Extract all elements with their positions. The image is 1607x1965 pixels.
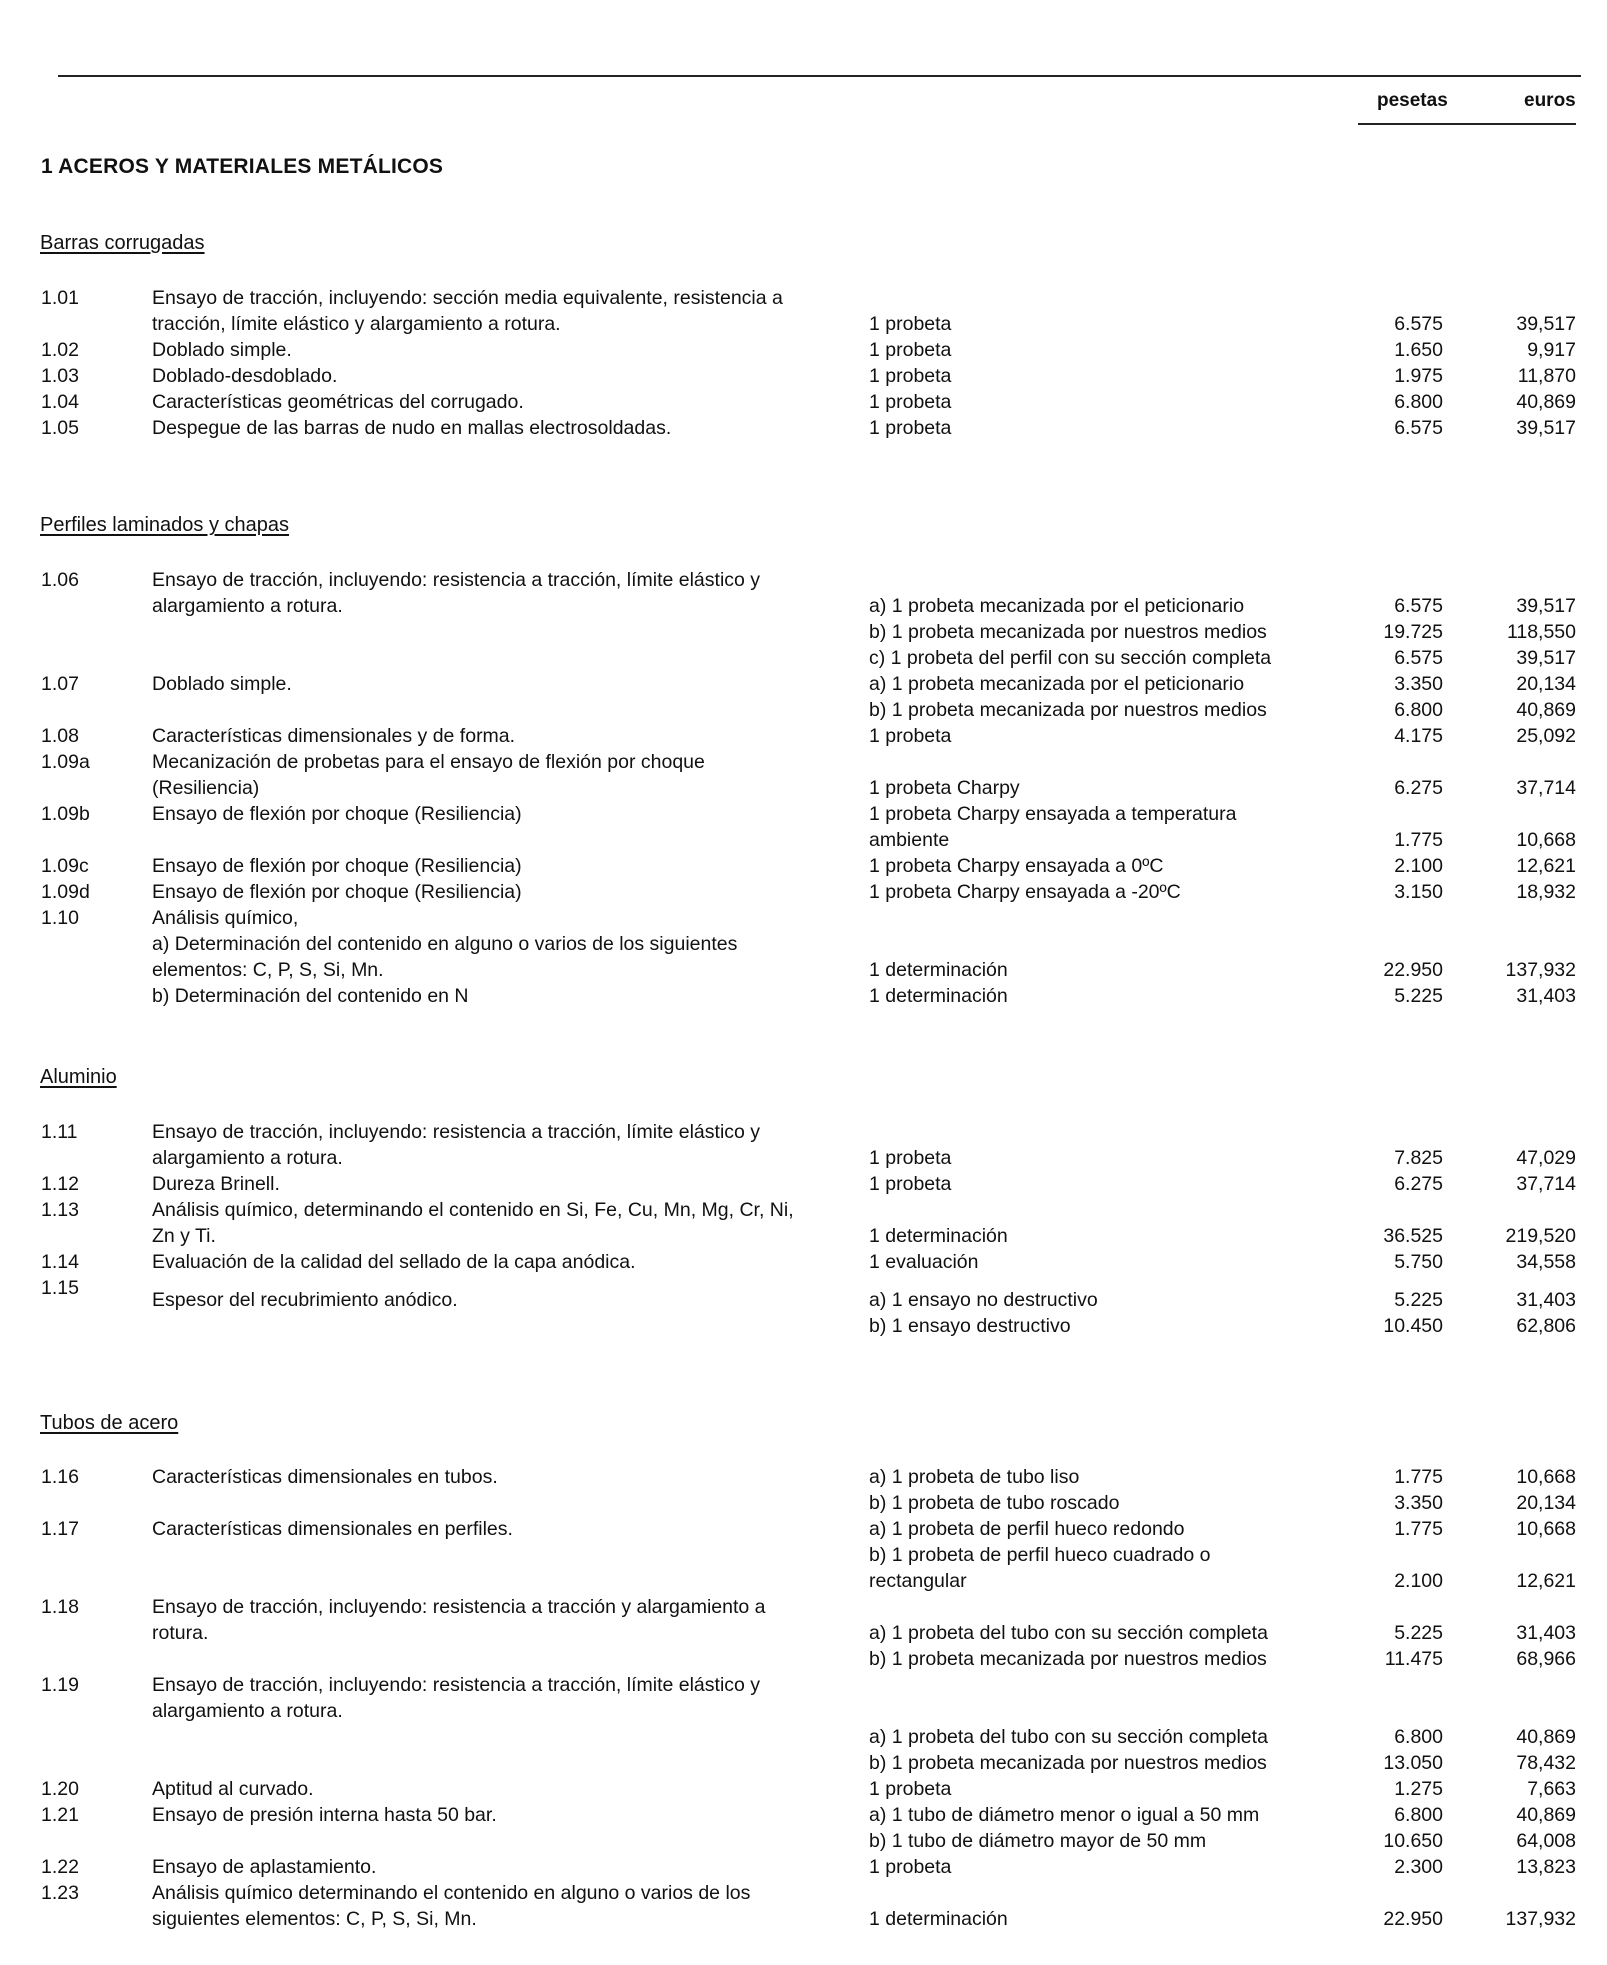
price-euros: 78,432 (1516, 1752, 1576, 1774)
item-unit: 1 probeta (869, 417, 952, 439)
item-description: elementos: C, P, S, Si, Mn. (152, 959, 384, 981)
item-description: Análisis químico, (152, 907, 299, 929)
item-unit: b) 1 probeta de perfil hueco cuadrado o (869, 1544, 1211, 1566)
item-code: 1.05 (41, 417, 79, 439)
price-pesetas: 5.225 (1394, 985, 1443, 1007)
price-euros: 64,008 (1516, 1830, 1576, 1852)
table-row (0, 1287, 1607, 1313)
item-unit: 1 probeta (869, 365, 952, 387)
table-row (0, 1197, 1607, 1223)
item-description: siguientes elementos: C, P, S, Si, Mn. (152, 1908, 477, 1930)
price-euros: 10,668 (1516, 829, 1576, 851)
price-euros: 10,668 (1516, 1466, 1576, 1488)
table-row (0, 1313, 1607, 1339)
price-euros: 219,520 (1505, 1225, 1576, 1247)
price-euros: 39,517 (1516, 647, 1576, 669)
item-unit: 1 probeta (869, 1778, 952, 1800)
price-pesetas: 10.650 (1383, 1830, 1443, 1852)
price-euros: 18,932 (1516, 881, 1576, 903)
item-description: Ensayo de flexión por choque (Resiliencia) (152, 803, 522, 825)
table-row (0, 337, 1607, 363)
item-unit: 1 probeta (869, 339, 952, 361)
table-row (0, 827, 1607, 853)
item-description: Ensayo de tracción, incluyendo: resistencia a tracción, límite elástico y (152, 1121, 761, 1143)
price-euros: 20,134 (1516, 1492, 1576, 1514)
table-row (0, 1516, 1607, 1542)
price-euros: 39,517 (1516, 417, 1576, 439)
table-row (0, 801, 1607, 827)
price-euros: 137,932 (1505, 959, 1576, 981)
item-code: 1.12 (41, 1173, 79, 1195)
item-code: 1.21 (41, 1804, 79, 1826)
item-description: Ensayo de presión interna hasta 50 bar. (152, 1804, 497, 1826)
item-description: Características geométricas del corrugado. (152, 391, 524, 413)
price-pesetas: 2.300 (1394, 1856, 1443, 1878)
item-unit: b) 1 ensayo destructivo (869, 1315, 1071, 1337)
item-code: 1.15 (41, 1277, 79, 1299)
item-code: 1.09d (41, 881, 90, 903)
item-unit: b) 1 probeta mecanizada por nuestros medios (869, 1648, 1267, 1670)
table-row (0, 931, 1607, 957)
table-row (0, 1906, 1607, 1932)
table-row (0, 1776, 1607, 1802)
table-row (0, 1724, 1607, 1750)
item-unit: 1 probeta Charpy ensayada a temperatura (869, 803, 1237, 825)
price-euros: 37,714 (1516, 777, 1576, 799)
item-code: 1.18 (41, 1596, 79, 1618)
header-euros: euros (1524, 90, 1576, 111)
table-row (0, 415, 1607, 441)
price-euros: 13,823 (1516, 1856, 1576, 1878)
table-row (0, 905, 1607, 931)
item-description: Ensayo de tracción, incluyendo: resistencia a tracción y alargamiento a (152, 1596, 766, 1618)
price-pesetas: 6.575 (1394, 647, 1443, 669)
table-row (0, 1880, 1607, 1906)
table-row (0, 619, 1607, 645)
item-unit: a) 1 probeta del tubo con su sección completa (869, 1622, 1268, 1644)
price-pesetas: 6.800 (1394, 699, 1443, 721)
price-pesetas: 2.100 (1394, 1570, 1443, 1592)
price-pesetas: 7.825 (1394, 1147, 1443, 1169)
item-unit: 1 determinación (869, 985, 1008, 1007)
table-row (0, 671, 1607, 697)
item-description: Mecanización de probetas para el ensayo de flexión por choque (152, 751, 705, 773)
item-code: 1.07 (41, 673, 79, 695)
price-euros: 25,092 (1516, 725, 1576, 747)
price-pesetas: 1.775 (1394, 1518, 1443, 1540)
table-row (0, 775, 1607, 801)
item-description: alargamiento a rotura. (152, 1147, 343, 1169)
item-description: alargamiento a rotura. (152, 1700, 343, 1722)
item-unit: a) 1 probeta del tubo con su sección completa (869, 1726, 1268, 1748)
table-row (0, 1119, 1607, 1145)
item-code: 1.02 (41, 339, 79, 361)
item-code: 1.22 (41, 1856, 79, 1878)
price-pesetas: 1.650 (1394, 339, 1443, 361)
item-unit: c) 1 probeta del perfil con su sección completa (869, 647, 1272, 669)
table-row (0, 389, 1607, 415)
price-pesetas: 6.275 (1394, 777, 1443, 799)
table-row (0, 1249, 1607, 1275)
table-row (0, 311, 1607, 337)
item-description: Análisis químico, determinando el contenido en Si, Fe, Cu, Mn, Mg, Cr, Ni, (152, 1199, 794, 1221)
item-unit: 1 determinación (869, 1908, 1008, 1930)
price-euros: 31,403 (1516, 1289, 1576, 1311)
item-unit: 1 probeta (869, 1173, 952, 1195)
item-unit: b) 1 probeta mecanizada por nuestros medios (869, 1752, 1267, 1774)
price-pesetas: 10.450 (1383, 1315, 1443, 1337)
subsection-title: Tubos de acero (40, 1412, 179, 1434)
price-pesetas: 6.800 (1394, 1726, 1443, 1748)
table-row (0, 1620, 1607, 1646)
item-unit: b) 1 probeta mecanizada por nuestros medios (869, 621, 1267, 643)
table-row (0, 1750, 1607, 1776)
subsection-title: Barras corrugadas (40, 232, 205, 254)
item-description: Ensayo de aplastamiento. (152, 1856, 377, 1878)
item-code: 1.01 (41, 287, 79, 309)
item-description: Características dimensionales en tubos. (152, 1466, 498, 1488)
item-unit: a) 1 ensayo no destructivo (869, 1289, 1098, 1311)
table-row (0, 697, 1607, 723)
price-pesetas: 1.975 (1394, 365, 1443, 387)
table-row (0, 749, 1607, 775)
price-pesetas: 6.575 (1394, 313, 1443, 335)
item-unit: 1 probeta (869, 1147, 952, 1169)
table-row (0, 1672, 1607, 1698)
price-euros: 12,621 (1516, 1570, 1576, 1592)
price-pesetas: 1.775 (1394, 829, 1443, 851)
price-pesetas: 2.100 (1394, 855, 1443, 877)
item-unit: 1 probeta Charpy ensayada a 0ºC (869, 855, 1164, 877)
price-euros: 39,517 (1516, 595, 1576, 617)
price-euros: 31,403 (1516, 985, 1576, 1007)
price-pesetas: 13.050 (1383, 1752, 1443, 1774)
item-unit: 1 probeta (869, 313, 952, 335)
price-euros: 39,517 (1516, 313, 1576, 335)
table-row (0, 1646, 1607, 1672)
table-row (0, 957, 1607, 983)
price-pesetas: 6.800 (1394, 391, 1443, 413)
item-description: Dureza Brinell. (152, 1173, 280, 1195)
price-euros: 9,917 (1527, 339, 1576, 361)
table-row (0, 1490, 1607, 1516)
price-pesetas: 19.725 (1383, 621, 1443, 643)
item-description: Zn y Ti. (152, 1225, 216, 1247)
item-description: Análisis químico determinando el contenido en alguno o varios de los (152, 1882, 751, 1904)
item-description: Ensayo de tracción, incluyendo: sección media equivalente, resistencia a (152, 287, 783, 309)
price-euros: 20,134 (1516, 673, 1576, 695)
item-code: 1.09b (41, 803, 90, 825)
item-description: alargamiento a rotura. (152, 595, 343, 617)
item-description: Características dimensionales y de forma. (152, 725, 516, 747)
price-pesetas: 11.475 (1384, 1648, 1443, 1670)
top-rule (58, 75, 1581, 77)
table-row (0, 1542, 1607, 1568)
table-row (0, 1223, 1607, 1249)
price-euros: 11,870 (1517, 365, 1576, 387)
item-code: 1.09c (41, 855, 89, 877)
table-row (0, 879, 1607, 905)
item-code: 1.06 (41, 569, 79, 591)
item-unit: a) 1 probeta mecanizada por el peticionario (869, 595, 1245, 617)
item-code: 1.20 (41, 1778, 79, 1800)
table-row (0, 853, 1607, 879)
price-pesetas: 6.575 (1394, 595, 1443, 617)
item-unit: b) 1 tubo de diámetro mayor de 50 mm (869, 1830, 1207, 1852)
item-description: Ensayo de flexión por choque (Resiliencia) (152, 855, 522, 877)
item-unit: 1 probeta (869, 1856, 952, 1878)
item-description: Espesor del recubrimiento anódico. (152, 1289, 458, 1311)
item-code: 1.17 (41, 1518, 79, 1540)
price-euros: 7,663 (1527, 1778, 1576, 1800)
item-description: Doblado-desdoblado. (152, 365, 338, 387)
price-euros: 40,869 (1516, 1804, 1576, 1826)
price-euros: 137,932 (1505, 1908, 1576, 1930)
price-euros: 40,869 (1516, 1726, 1576, 1748)
item-code: 1.11 (41, 1121, 78, 1143)
price-pesetas: 1.775 (1394, 1466, 1443, 1488)
item-description: a) Determinación del contenido en alguno o varios de los siguientes (152, 933, 738, 955)
price-pesetas: 4.175 (1394, 725, 1443, 747)
price-pesetas: 3.350 (1394, 673, 1443, 695)
item-code: 1.16 (41, 1466, 79, 1488)
item-description: Aptitud al curvado. (152, 1778, 314, 1800)
table-row (0, 983, 1607, 1009)
item-description: b) Determinación del contenido en N (152, 985, 469, 1007)
item-description: Ensayo de flexión por choque (Resiliencia) (152, 881, 522, 903)
item-description: Despegue de las barras de nudo en mallas electrosoldadas. (152, 417, 672, 439)
table-row (0, 1171, 1607, 1197)
item-code: 1.08 (41, 725, 79, 747)
item-code: 1.09a (41, 751, 90, 773)
table-row (0, 1802, 1607, 1828)
header-pesetas: pesetas (1377, 90, 1448, 111)
price-pesetas: 6.800 (1394, 1804, 1443, 1826)
price-euros: 37,714 (1516, 1173, 1576, 1195)
item-code: 1.14 (41, 1251, 79, 1273)
subsection-title: Aluminio (40, 1066, 117, 1088)
table-row (0, 723, 1607, 749)
price-euros: 40,869 (1516, 391, 1576, 413)
table-row (0, 1145, 1607, 1171)
price-pesetas: 36.525 (1383, 1225, 1443, 1247)
price-pesetas: 22.950 (1383, 959, 1443, 981)
item-unit: 1 probeta Charpy (869, 777, 1020, 799)
price-pesetas: 5.750 (1394, 1251, 1443, 1273)
subsection-title: Perfiles laminados y chapas (40, 514, 290, 536)
table-row (0, 1698, 1607, 1724)
table-row (0, 285, 1607, 311)
item-code: 1.19 (41, 1674, 79, 1696)
item-unit: ambiente (869, 829, 950, 851)
price-pesetas: 5.225 (1394, 1289, 1443, 1311)
table-row (0, 567, 1607, 593)
price-euros: 34,558 (1516, 1251, 1576, 1273)
price-euros: 31,403 (1516, 1622, 1576, 1644)
item-unit: a) 1 probeta de tubo liso (869, 1466, 1080, 1488)
table-row (0, 645, 1607, 671)
table-row (0, 1828, 1607, 1854)
price-pesetas: 1.275 (1394, 1778, 1443, 1800)
item-code: 1.03 (41, 365, 79, 387)
item-unit: 1 determinación (869, 959, 1008, 981)
price-pesetas: 5.225 (1394, 1622, 1443, 1644)
item-code: 1.10 (41, 907, 79, 929)
item-unit: 1 probeta Charpy ensayada a -20ºC (869, 881, 1181, 903)
price-pesetas: 3.350 (1394, 1492, 1443, 1514)
item-unit: b) 1 probeta de tubo roscado (869, 1492, 1120, 1514)
table-row (0, 1464, 1607, 1490)
table-row (0, 1568, 1607, 1594)
item-unit: a) 1 probeta mecanizada por el peticionario (869, 673, 1245, 695)
price-pesetas: 6.575 (1394, 417, 1443, 439)
header-rule (1358, 123, 1576, 125)
price-euros: 118,550 (1506, 621, 1576, 643)
item-unit: 1 probeta (869, 391, 952, 413)
table-row (0, 363, 1607, 389)
item-description: Doblado simple. (152, 673, 292, 695)
price-euros: 40,869 (1516, 699, 1576, 721)
item-code: 1.13 (41, 1199, 79, 1221)
item-description: tracción, límite elástico y alargamiento a rotura. (152, 313, 561, 335)
table-row (0, 1594, 1607, 1620)
price-euros: 62,806 (1516, 1315, 1576, 1337)
item-description: Ensayo de tracción, incluyendo: resistencia a tracción, límite elástico y (152, 569, 761, 591)
item-description: rotura. (152, 1622, 209, 1644)
price-pesetas: 6.275 (1394, 1173, 1443, 1195)
section-title: 1 ACEROS Y MATERIALES METÁLICOS (41, 155, 444, 178)
table-row (0, 1854, 1607, 1880)
item-description: Doblado simple. (152, 339, 292, 361)
item-unit: 1 determinación (869, 1225, 1008, 1247)
item-description: (Resiliencia) (152, 777, 260, 799)
price-euros: 10,668 (1516, 1518, 1576, 1540)
table-row (0, 593, 1607, 619)
item-unit: 1 probeta (869, 725, 952, 747)
price-pesetas: 22.950 (1383, 1908, 1443, 1930)
item-unit: b) 1 probeta mecanizada por nuestros medios (869, 699, 1267, 721)
price-euros: 12,621 (1516, 855, 1576, 877)
price-pesetas: 3.150 (1394, 881, 1443, 903)
item-unit: rectangular (869, 1570, 967, 1592)
item-description: Características dimensionales en perfiles. (152, 1518, 513, 1540)
item-unit: a) 1 probeta de perfil hueco redondo (869, 1518, 1185, 1540)
item-description: Ensayo de tracción, incluyendo: resistencia a tracción, límite elástico y (152, 1674, 761, 1696)
item-description: Evaluación de la calidad del sellado de la capa anódica. (152, 1251, 636, 1273)
price-euros: 68,966 (1516, 1648, 1576, 1670)
item-code: 1.23 (41, 1882, 79, 1904)
item-code: 1.04 (41, 391, 79, 413)
item-unit: a) 1 tubo de diámetro menor o igual a 50 mm (869, 1804, 1260, 1826)
price-euros: 47,029 (1516, 1147, 1576, 1169)
item-unit: 1 evaluación (869, 1251, 979, 1273)
